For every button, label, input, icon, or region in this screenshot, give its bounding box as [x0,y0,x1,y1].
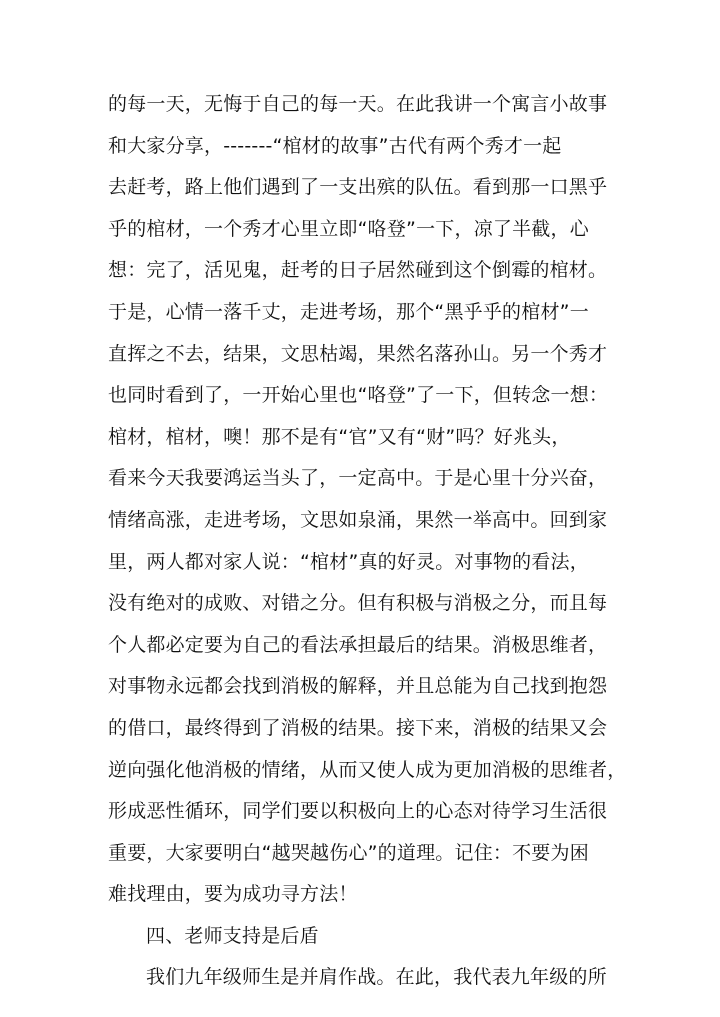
text-line: 去赶考，路上他们遇到了一支出殡的队伍。看到那一口黑乎 [108,176,608,199]
text-line: 于是，心情一落千丈，走进考场，那个“黑乎乎的棺材”一 [108,300,589,323]
body-text [108,84,627,999]
text-line: 也同时看到了，一开始心里也“咯登”了一下，但转念一想： [108,384,609,407]
text-line: 我们九年级师生是并肩作战。在此，我代表九年级的所 [146,966,607,989]
text-line: 情绪高涨，走进考场，文思如泉涌，果然一举高中。回到家 [108,508,608,531]
text-line: 乎的棺材，一个秀才心里立即“咯登”一下，凉了半截，心 [108,217,589,240]
text-line: 个人都必定要为自己的看法承担最后的结果。消极思维者， [108,633,608,656]
text-line: 看来今天我要鸿运当头了，一定高中。于是心里十分兴奋， [108,467,608,490]
text-line: 直挥之不去，结果，文思枯竭，果然名落孙山。另一个秀才 [108,342,608,365]
section-heading: 四、老师支持是后盾 [146,924,319,947]
text-line: 和大家分享，-------“棺材的故事”古代有两个秀才一起 [108,134,562,157]
text-line: 重要，大家要明白“越哭越伤心”的道理。记住：不要为困 [108,841,589,864]
text-line: 棺材，棺材，噢！那不是有“官”又有“财”吗？好兆头， [108,425,571,448]
text-line: 的每一天，无悔于自己的每一天。在此我讲一个寓言小故事 [108,93,608,115]
text-line: 形成恶性循环，同学们要以积极向上的心态对待学习生活很 [108,800,608,823]
text-line: 想：完了，活见鬼，赶考的日子居然碰到这个倒霉的棺材。 [108,259,608,282]
text-line: 逆向强化他消极的情绪，从而又使人成为更加消极的思维者， [108,758,627,781]
text-line: 没有绝对的成败、对错之分。但有积极与消极之分，而且每 [108,592,608,615]
text-line: 里，两人都对家人说：“棺材”真的好灵。对事物的看法， [108,550,589,573]
text-line: 对事物永远都会找到消极的解释，并且总能为自己找到抱怨 [108,675,608,698]
text-line: 的借口，最终得到了消极的结果。接下来，消极的结果又会 [108,716,608,739]
text-line: 难找理由，要为成功寻方法！ [108,883,358,906]
